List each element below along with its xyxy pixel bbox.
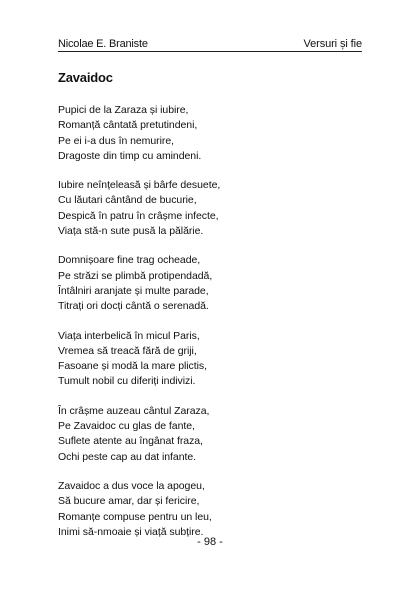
stanza-3 <box>58 253 378 314</box>
stanza-5 <box>58 404 378 465</box>
poem-line: Cu lăutari cântând de bucurie, <box>58 194 197 207</box>
poem-line: Ochi peste cap au dat infante. <box>58 450 197 463</box>
poem-line: Inimi să-nmoaie și viață subțire. <box>58 525 204 538</box>
poem-line: Titrați ori docți cântă o serenadă. <box>58 300 209 313</box>
poem-line: Fasoane și modă la mare plictis, <box>58 360 207 373</box>
poem-line: Romanță cântată pretutindeni, <box>58 119 198 132</box>
page-number: - 98 - <box>197 536 223 548</box>
header-author: Nicolae E. Braniste <box>58 38 148 50</box>
poem-line: Pe ei i-a dus în nemurire, <box>58 134 175 147</box>
stanza-4 <box>58 329 378 390</box>
running-header <box>58 37 362 52</box>
stanza-1 <box>58 103 378 164</box>
poem-title: Zavaidoc <box>58 70 113 85</box>
poem-line: Dragoste din timp cu amindeni. <box>58 149 202 162</box>
poem-line: Pe Zavaidoc cu glas de fante, <box>58 420 195 433</box>
poem-line: Pupici de la Zaraza și iubire, <box>58 104 189 116</box>
poem-line: În crâșme auzeau cântul Zaraza, <box>58 404 210 417</box>
poem-line: Viața interbelică în micul Paris, <box>58 329 200 342</box>
poem-line: Romanțe compuse pentru un leu, <box>58 510 212 523</box>
poem-line: Întâlniri aranjate și multe parade, <box>58 284 209 297</box>
poem-line: Despică în patru în crâșme infecte, <box>58 209 219 222</box>
header-book-title: Versuri și fie <box>303 38 362 50</box>
poem-line: Să bucure amar, dar și fericire, <box>58 495 200 508</box>
poem-body <box>58 103 378 554</box>
poem-line: Viața stă-n sute pusă la pălărie. <box>58 225 204 238</box>
poem-line: Vremea să treacă fără de griji, <box>58 344 197 357</box>
poem-line: Tumult nobil cu diferiți indivizi. <box>58 375 196 388</box>
stanza-6 <box>58 479 378 540</box>
poem-line: Domnișoare fine trag ocheade, <box>58 254 201 267</box>
poem-line: Zavaidoc a dus voce la apogeu, <box>58 479 205 492</box>
poem-line: Suflete atente au îngânat fraza, <box>58 435 203 448</box>
stanza-2 <box>58 178 378 239</box>
poem-line: Iubire neînțeleasă și bârfe desuete, <box>58 179 221 192</box>
poem-line: Pe străzi se plimbă protipendadă, <box>58 269 213 282</box>
